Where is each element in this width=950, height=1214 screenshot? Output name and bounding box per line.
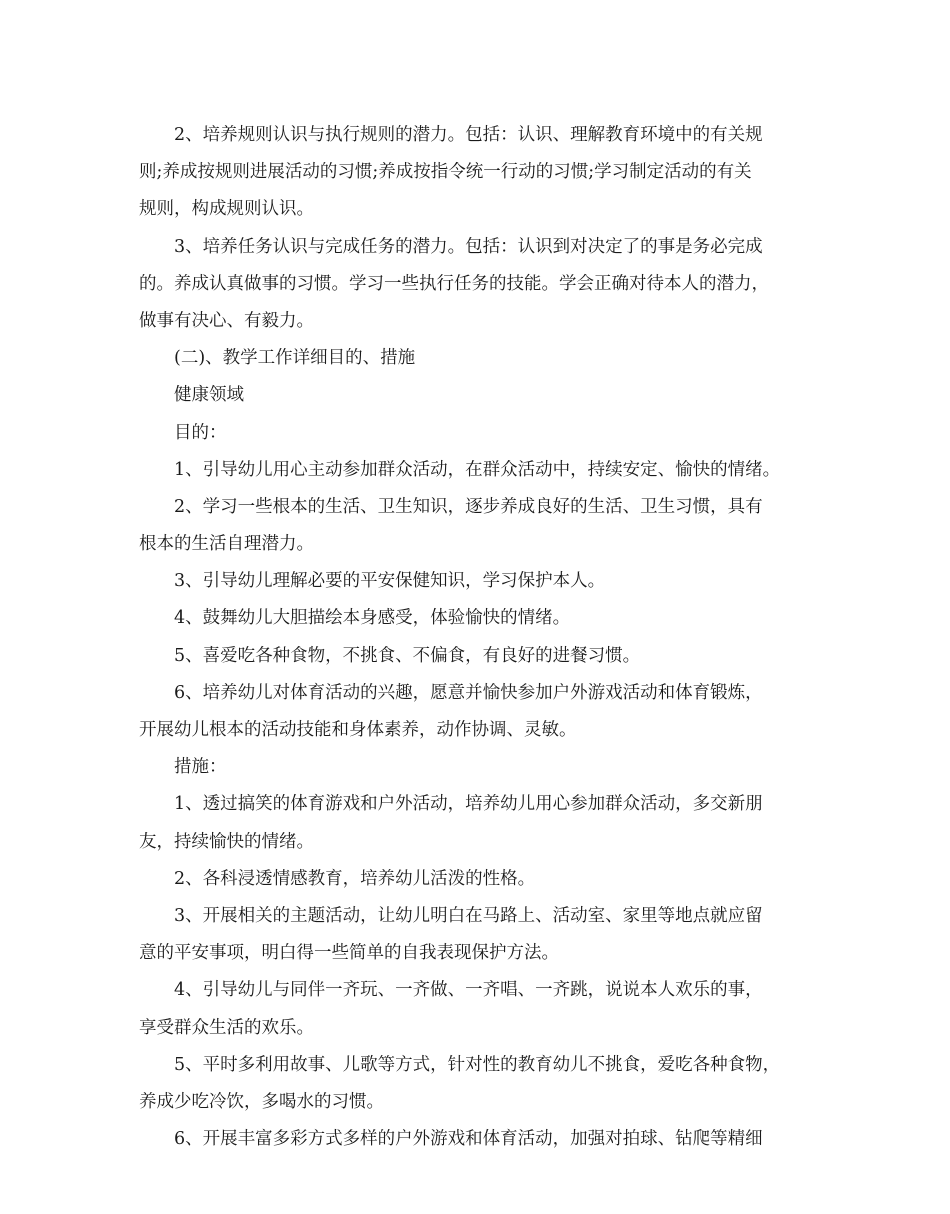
- text-line: 1、引导幼儿用心主动参加群众活动，在群众活动中，持续安定、愉快的情绪。: [174, 459, 781, 480]
- text-line: 的。养成认真做事的习惯。学习一些执行任务的技能。学会正确对待本人的潜力，: [139, 273, 769, 294]
- text-line: 6、开展丰富多彩方式多样的户外游戏和体育活动，加强对拍球、钻爬等精细: [174, 1129, 763, 1150]
- text-line: 则;养成按规则进展活动的习惯;养成按指令统一行动的习惯;学习制定活动的有关: [139, 162, 752, 183]
- text-line: 2、培养规则认识与执行规则的潜力。包括：认识、理解教育环境中的有关规: [174, 125, 763, 145]
- goals-heading: 目的：: [174, 422, 227, 443]
- text-line: 3、培养任务认识与完成任务的潜力。包括：认识到对决定了的事是务必完成: [174, 236, 763, 257]
- text-line: 2、各科浸透情感教育，培养幼儿活泼的性格。: [174, 868, 536, 889]
- text-line: 4、鼓舞幼儿大胆描绘本身感受，体验愉快的情绪。: [174, 608, 571, 629]
- document-body: [139, 117, 819, 1158]
- text-line: 开展幼儿根本的活动技能和身体素养，动作协调、灵敏。: [139, 720, 577, 740]
- text-line: 根本的生活自理潜力。: [139, 534, 314, 555]
- text-line: 6、培养幼儿对体育活动的兴趣，愿意并愉快参加户外游戏活动和体育锻炼，: [174, 682, 763, 703]
- section-heading: (二)、教学工作详细目的、措施: [174, 348, 416, 369]
- subsection-heading: 健康领域: [174, 385, 244, 406]
- text-line: 意的平安事项，明白得一些简单的自我表现保护方法。: [139, 943, 559, 964]
- text-line: 5、喜爱吃各种食物，不挑食、不偏食，有良好的进餐习惯。: [174, 645, 641, 666]
- text-line: 4、引导幼儿与同伴一齐玩、一齐做、一齐唱、一齐跳，说说本人欢乐的事，: [174, 980, 763, 1001]
- text-line: 2、学习一些根本的生活、卫生知识，逐步养成良好的生活、卫生习惯，具有: [174, 496, 763, 517]
- text-line: 规则，构成规则认识。: [139, 199, 314, 220]
- text-line: 享受群众生活的欢乐。: [139, 1017, 314, 1038]
- measures-heading: 措施：: [174, 757, 227, 778]
- text-line: 3、引导幼儿理解必要的平安保健知识，学习保护本人。: [174, 571, 606, 592]
- text-line: 养成少吃冷饮，多喝水的习惯。: [139, 1091, 384, 1112]
- text-line: 1、透过搞笑的体育游戏和户外活动，培养幼儿用心参加群众活动，多交新朋: [174, 794, 763, 815]
- text-line: 友，持续愉快的情绪。: [139, 831, 314, 852]
- text-line: 3、开展相关的主题活动，让幼儿明白在马路上、活动室、家里等地点就应留: [174, 905, 763, 926]
- text-line: 5、平时多利用故事、儿歌等方式，针对性的教育幼儿不挑食，爱吃各种食物，: [174, 1054, 781, 1075]
- text-line: 做事有决心、有毅力。: [139, 310, 314, 331]
